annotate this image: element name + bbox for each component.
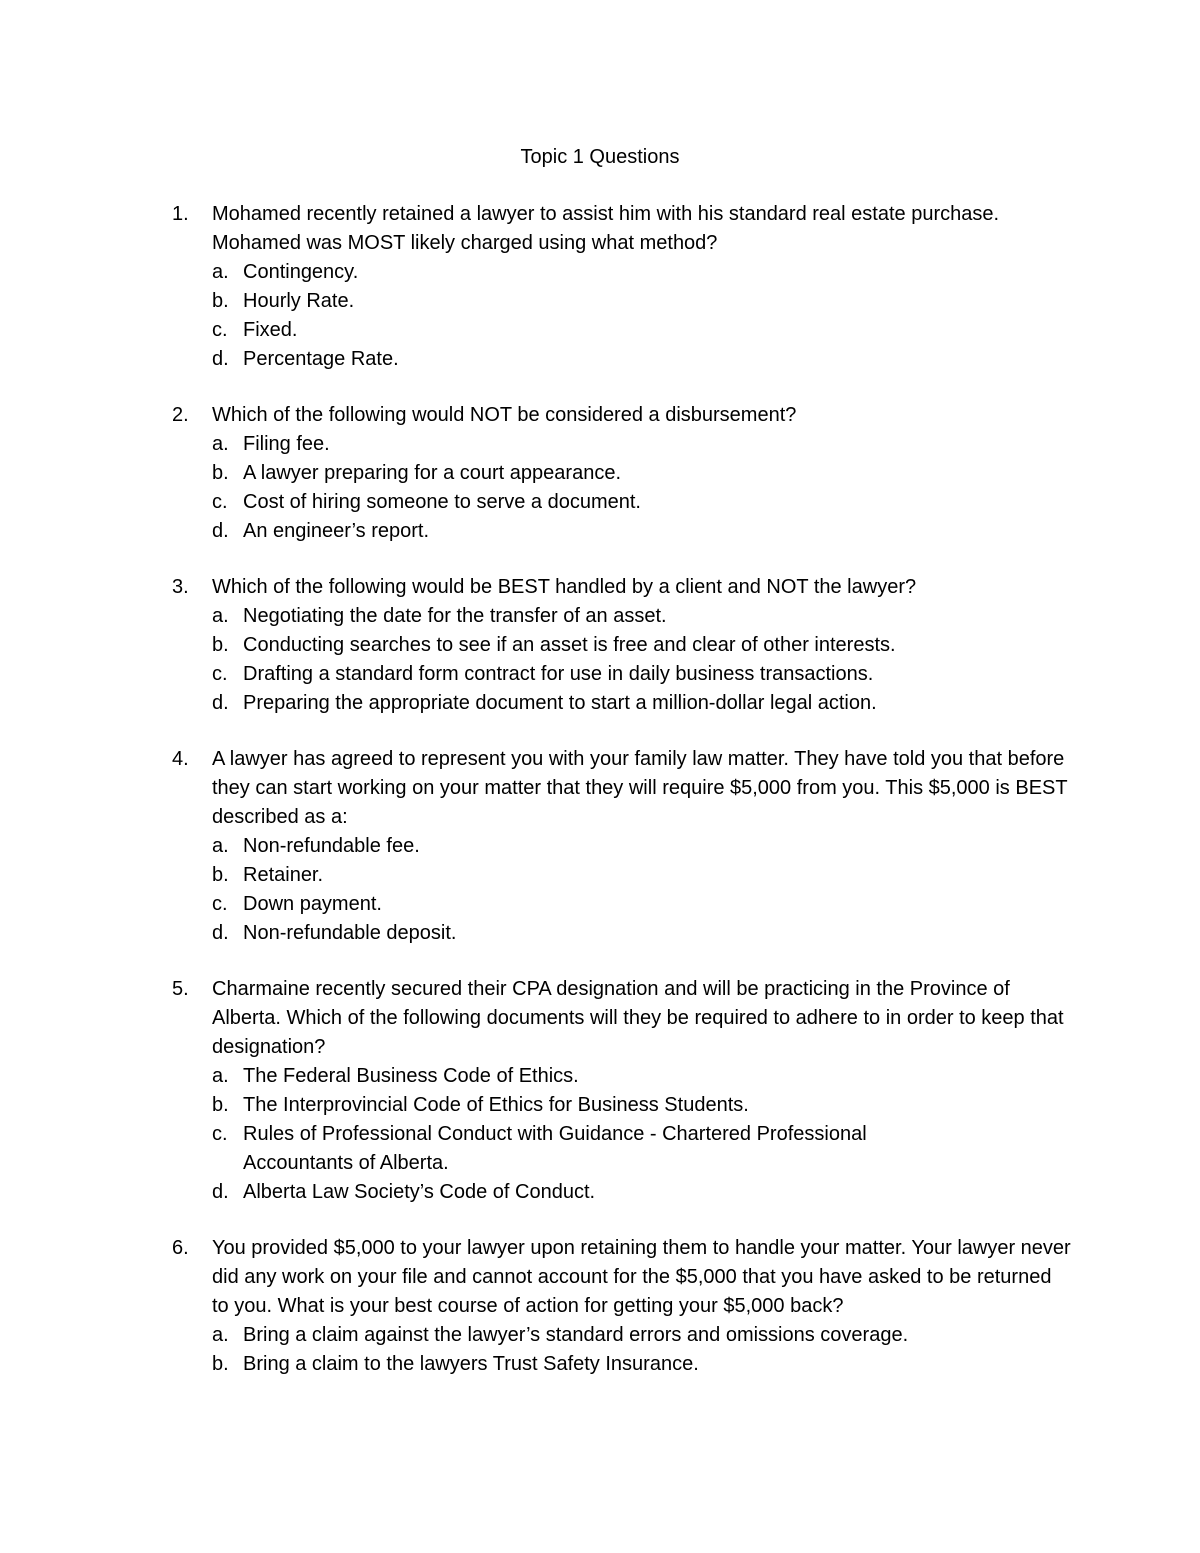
option-letter: b. [212, 634, 229, 656]
question-4 [172, 745, 1072, 948]
option-text: The Federal Business Code of Ethics. [243, 1065, 579, 1087]
option-letter: a. [212, 261, 229, 283]
option-item [212, 660, 1072, 689]
option-item [212, 890, 1072, 919]
question-list [172, 200, 1072, 1406]
option-item [212, 1091, 1072, 1120]
option-letter: a. [212, 835, 229, 857]
question-text: Which of the following would NOT be considered a disbursement? [212, 404, 797, 426]
question-number: 3. [172, 576, 189, 598]
option-item [212, 258, 1072, 287]
question-text: A lawyer has agreed to represent you with your family law matter. They have told you that before they can start working on your matter that they will require $5,000 from you. This $5,000 is BEST described as a: [212, 748, 1068, 828]
option-list [172, 602, 1072, 718]
question-6 [172, 1234, 1072, 1379]
question-text: Mohamed recently retained a lawyer to assist him with his standard real estate purchase. Mohamed was MOST likely charged using what method? [212, 203, 1000, 254]
option-text: An engineer’s report. [243, 520, 430, 542]
option-letter: b. [212, 1353, 229, 1375]
option-letter: c. [212, 319, 228, 341]
question-5 [172, 975, 1072, 1207]
option-letter: b. [212, 864, 229, 886]
question-number: 5. [172, 978, 189, 1000]
option-item [212, 1350, 1072, 1379]
question-text: You provided $5,000 to your lawyer upon retaining them to handle your matter. Your lawyer never did any work on your file and cannot account for the $5,000 that you have asked to be returned to you. What is your best course of action for getting your $5,000 back? [212, 1237, 1071, 1317]
option-text: Contingency. [243, 261, 359, 283]
option-item [212, 861, 1072, 890]
page-title: Topic 1 Questions [520, 146, 680, 168]
option-item [212, 631, 1072, 660]
option-letter: d. [212, 520, 229, 542]
option-text: Conducting searches to see if an asset is free and clear of other interests. [243, 634, 896, 656]
option-text: Down payment. [243, 893, 382, 915]
option-item [212, 345, 1072, 374]
question-text: Which of the following would be BEST handled by a client and NOT the lawyer? [212, 576, 917, 598]
option-item [212, 689, 1072, 718]
question-number: 1. [172, 203, 189, 225]
option-letter: b. [212, 1094, 229, 1116]
option-text: Alberta Law Society’s Code of Conduct. [243, 1181, 596, 1203]
option-text: Non-refundable deposit. [243, 922, 457, 944]
option-letter: b. [212, 290, 229, 312]
option-item [212, 488, 1072, 517]
option-text: Filing fee. [243, 433, 330, 455]
option-item [212, 602, 1072, 631]
option-letter: d. [212, 922, 229, 944]
question-3 [172, 573, 1072, 718]
option-text: Non-refundable fee. [243, 835, 420, 857]
option-text: Preparing the appropriate document to start a million-dollar legal action. [243, 692, 877, 714]
option-text: Drafting a standard form contract for use in daily business transactions. [243, 663, 874, 685]
option-text: Bring a claim against the lawyer’s standard errors and omissions coverage. [243, 1324, 909, 1346]
question-text: Charmaine recently secured their CPA designation and will be practicing in the Province of Alberta. Which of the following documents will they be required to adhere to in order to keep that designation? [212, 978, 1064, 1058]
option-letter: d. [212, 1181, 229, 1203]
option-text: Fixed. [243, 319, 298, 341]
option-text: Negotiating the date for the transfer of an asset. [243, 605, 667, 627]
question-number: 2. [172, 404, 189, 426]
option-item [212, 430, 1072, 459]
option-list [172, 832, 1072, 948]
option-list [172, 1321, 1072, 1379]
option-list [172, 1062, 1072, 1207]
option-item [212, 517, 1072, 546]
option-item [212, 1120, 1072, 1178]
option-list [172, 430, 1072, 546]
option-letter: d. [212, 348, 229, 370]
question-number: 6. [172, 1237, 189, 1259]
option-text: Retainer. [243, 864, 324, 886]
option-letter: a. [212, 1324, 229, 1346]
option-letter: b. [212, 462, 229, 484]
question-1 [172, 200, 1072, 374]
option-letter: c. [212, 491, 228, 513]
option-item [212, 287, 1072, 316]
option-letter: c. [212, 663, 228, 685]
option-item [212, 919, 1072, 948]
option-text: Rules of Professional Conduct with Guidance - Chartered Professional Accountants of Alberta. [243, 1123, 867, 1174]
option-text: Bring a claim to the lawyers Trust Safety Insurance. [243, 1353, 699, 1375]
option-item [212, 459, 1072, 488]
option-text: Percentage Rate. [243, 348, 399, 370]
option-text: Hourly Rate. [243, 290, 355, 312]
option-list [172, 258, 1072, 374]
question-number: 4. [172, 748, 189, 770]
option-item [212, 832, 1072, 861]
option-letter: a. [212, 605, 229, 627]
option-letter: a. [212, 433, 229, 455]
option-letter: c. [212, 893, 228, 915]
option-text: A lawyer preparing for a court appearance. [243, 462, 621, 484]
option-letter: a. [212, 1065, 229, 1087]
option-item [212, 1321, 1072, 1350]
option-text: The Interprovincial Code of Ethics for Business Students. [243, 1094, 749, 1116]
option-letter: d. [212, 692, 229, 714]
option-text: Cost of hiring someone to serve a document. [243, 491, 641, 513]
option-letter: c. [212, 1123, 228, 1145]
question-2 [172, 401, 1072, 546]
option-item [212, 1178, 1072, 1207]
option-item [212, 316, 1072, 345]
option-item [212, 1062, 1072, 1091]
